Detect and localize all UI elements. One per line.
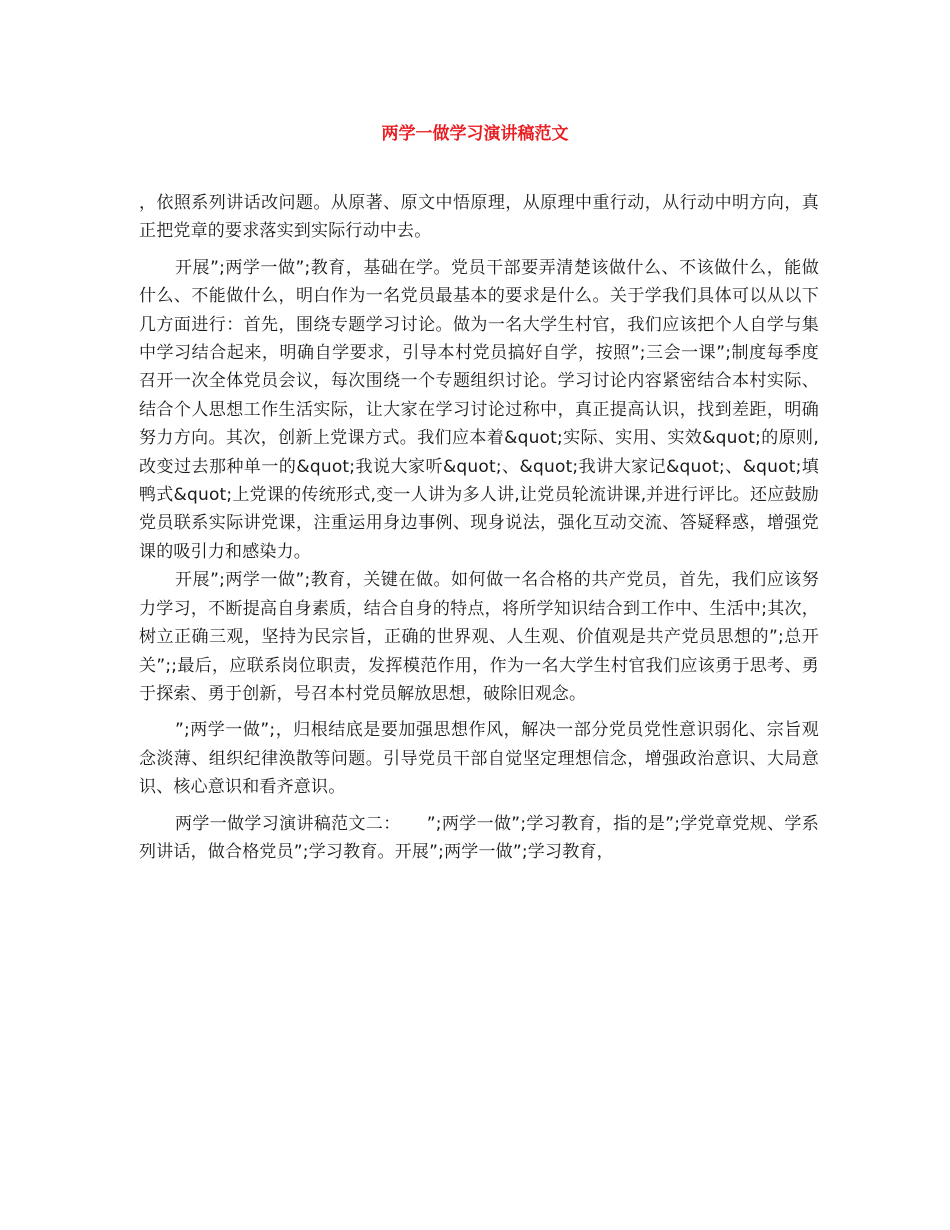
document-title: 两学一做学习演讲稿范文 [381, 124, 569, 144]
document-body [139, 189, 819, 866]
paragraph-intro: ，依照系列讲话改问题。从原著、原文中悟原理，从原理中重行动，从行动中明方向，真正把党章的要求落实到实际行动中去。 [139, 193, 819, 242]
paragraph-conclusion: ”;两学一做”;，归根结底是要加强思想作风，解决一部分党员党性意识弱化、宗旨观念淡薄、组织纪律涣散等问题。引导党员干部自觉坚定理想信念，增强政治意识、大局意识、核心意识和看齐意识。 [139, 720, 819, 798]
paragraph-study-foundation: 开展”;两学一做”;教育，基础在学。党员干部要弄清楚该做什么、不该做什么，能做什么、不能做什么，明白作为一名党员最基本的要求是什么。关于学我们具体可以从以下几方面进行：首先，围绕专题学习讨论。做为一名大学生村官，我们应该把个人自学与集中学习结合起来，明确自学要求，引导本村党员搞好自学，按照”;三会一课”;制度每季度召开一次全体党员会议，每次围绕一个专题组织讨论。学习讨论内容紧密结合本村实际、结合个人思想工作生活实际，让大家在学习讨论过称中，真正提高认识，找到差距，明确努力方向。其次，创新上党课方式。我们应本着&quot;实际、实用、实效&quot;的原则,改变过去那种单一的&quot;我说大家听&quot;、&quot;我讲大家记&quot;、&quot;填鸭式&quot;上党课的传统形式,变一人讲为多人讲,让党员轮流讲课,并进行评比。还应鼓励党员联系实际讲党课，注重运用身边事例、现身说法，强化互动交流、答疑释惑，增强党课的吸引力和感染力。 [139, 257, 819, 562]
paragraph-action-key: 开展”;两学一做”;教育，关键在做。如何做一名合格的共产党员，首先，我们应该努力学习，不断提高自身素质，结合自身的特点，将所学知识结合到工作中、生活中;其次，树立正确三观，坚持为民宗旨，正确的世界观、人生观、价值观是共产党员思想的”;总开关”;;最后，应联系岗位职责，发挥模范作用，作为一名大学生村官我们应该勇于思考、勇于探索、勇于创新，号召本村党员解放思想，破除旧观念。 [139, 570, 819, 704]
paragraph-second-sample: 两学一做学习演讲稿范文二： ”;两学一做”;学习教育，指的是”;学党章党规、学系列讲话，做合格党员”;学习教育。开展”;两学一做”;学习教育， [139, 813, 819, 862]
